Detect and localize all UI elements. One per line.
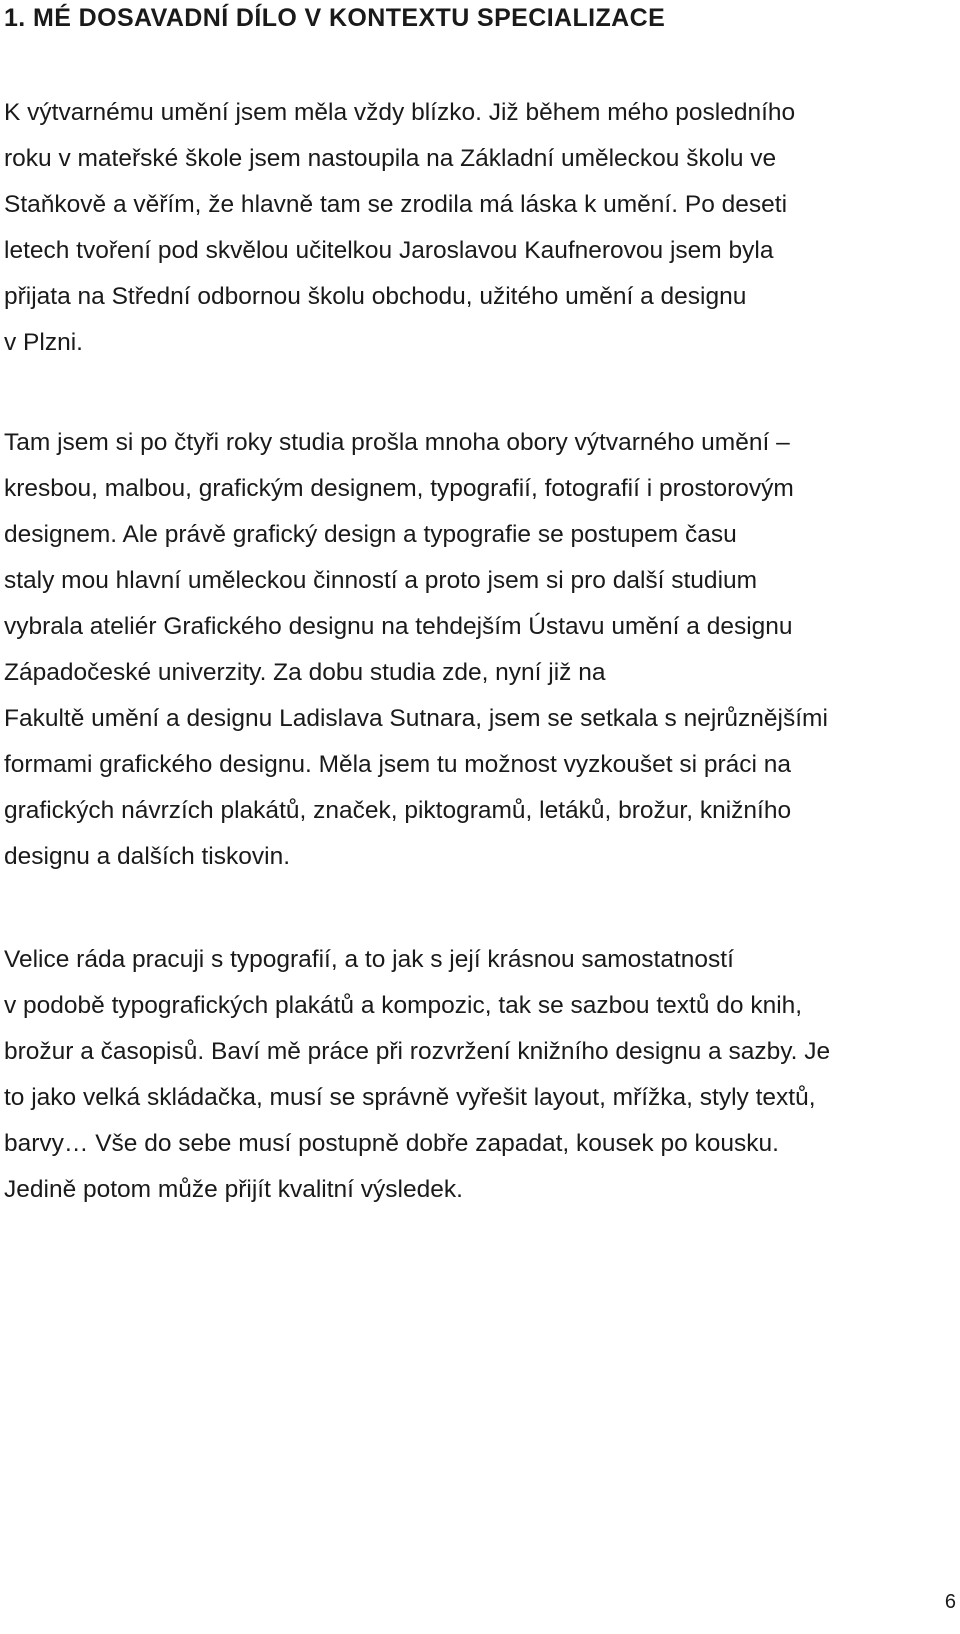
text-line: letech tvoření pod skvělou učitelkou Jaroslavou Kaufnerovou jsem byla: [4, 237, 774, 264]
text-line: v podobě typografických plakátů a kompozic, tak se sazbou textů do knih,: [4, 992, 803, 1019]
text-line: K výtvarnému umění jsem měla vždy blízko. Již během mého posledního: [4, 99, 796, 126]
text-line: Západočeské univerzity. Za dobu studia zde, nyní již na: [4, 659, 606, 686]
text-line: roku v mateřské škole jsem nastoupila na Základní uměleckou školu ve: [4, 145, 777, 172]
text-line: grafických návrzích plakátů, značek, piktogramů, letáků, brožur, knižního: [4, 797, 792, 824]
text-line: kresbou, malbou, grafickým designem, typografií, fotografií i prostorovým: [4, 475, 794, 502]
page-number: 6: [944, 1591, 956, 1613]
text-line: barvy… Vše do sebe musí postupně dobře zapadat, kousek po kousku.: [4, 1130, 779, 1157]
text-line: přijata na Střední odbornou školu obchodu, užitého umění a designu: [4, 283, 747, 310]
section-heading: 1. MÉ DOSAVADNÍ DÍLO V KONTEXTU SPECIALIZACE: [4, 4, 666, 32]
text-line: Jedině potom může přijít kvalitní výsledek.: [4, 1176, 463, 1203]
paragraph-intro: [4, 90, 795, 366]
text-line: Fakultě umění a designu Ladislava Sutnara, jsem se setkala s nejrůznějšími: [4, 705, 828, 732]
text-line: staly mou hlavní uměleckou činností a proto jsem si pro další studium: [4, 567, 758, 594]
text-line: designem. Ale právě grafický design a typografie se postupem času: [4, 521, 737, 548]
text-line: Tam jsem si po čtyři roky studia prošla mnoha obory výtvarného umění –: [4, 429, 790, 456]
text-line: brožur a časopisů. Baví mě práce při rozvržení knižního designu a sazby. Je: [4, 1038, 831, 1065]
text-line: v Plzni.: [4, 329, 83, 356]
paragraph-typography: [4, 937, 830, 1213]
text-line: designu a dalších tiskovin.: [4, 843, 290, 870]
text-line: Staňkově a věřím, že hlavně tam se zrodila má láska k umění. Po deseti: [4, 191, 788, 218]
paragraph-studies: [4, 420, 828, 880]
text-line: vybrala ateliér Grafického designu na tehdejším Ústavu umění a designu: [4, 613, 793, 640]
text-line: Velice ráda pracuji s typografií, a to jak s její krásnou samostatností: [4, 946, 734, 973]
text-line: formami grafického designu. Měla jsem tu možnost vyzkoušet si práci na: [4, 751, 792, 778]
text-line: to jako velká skládačka, musí se správně vyřešit layout, mřížka, styly textů,: [4, 1084, 816, 1111]
